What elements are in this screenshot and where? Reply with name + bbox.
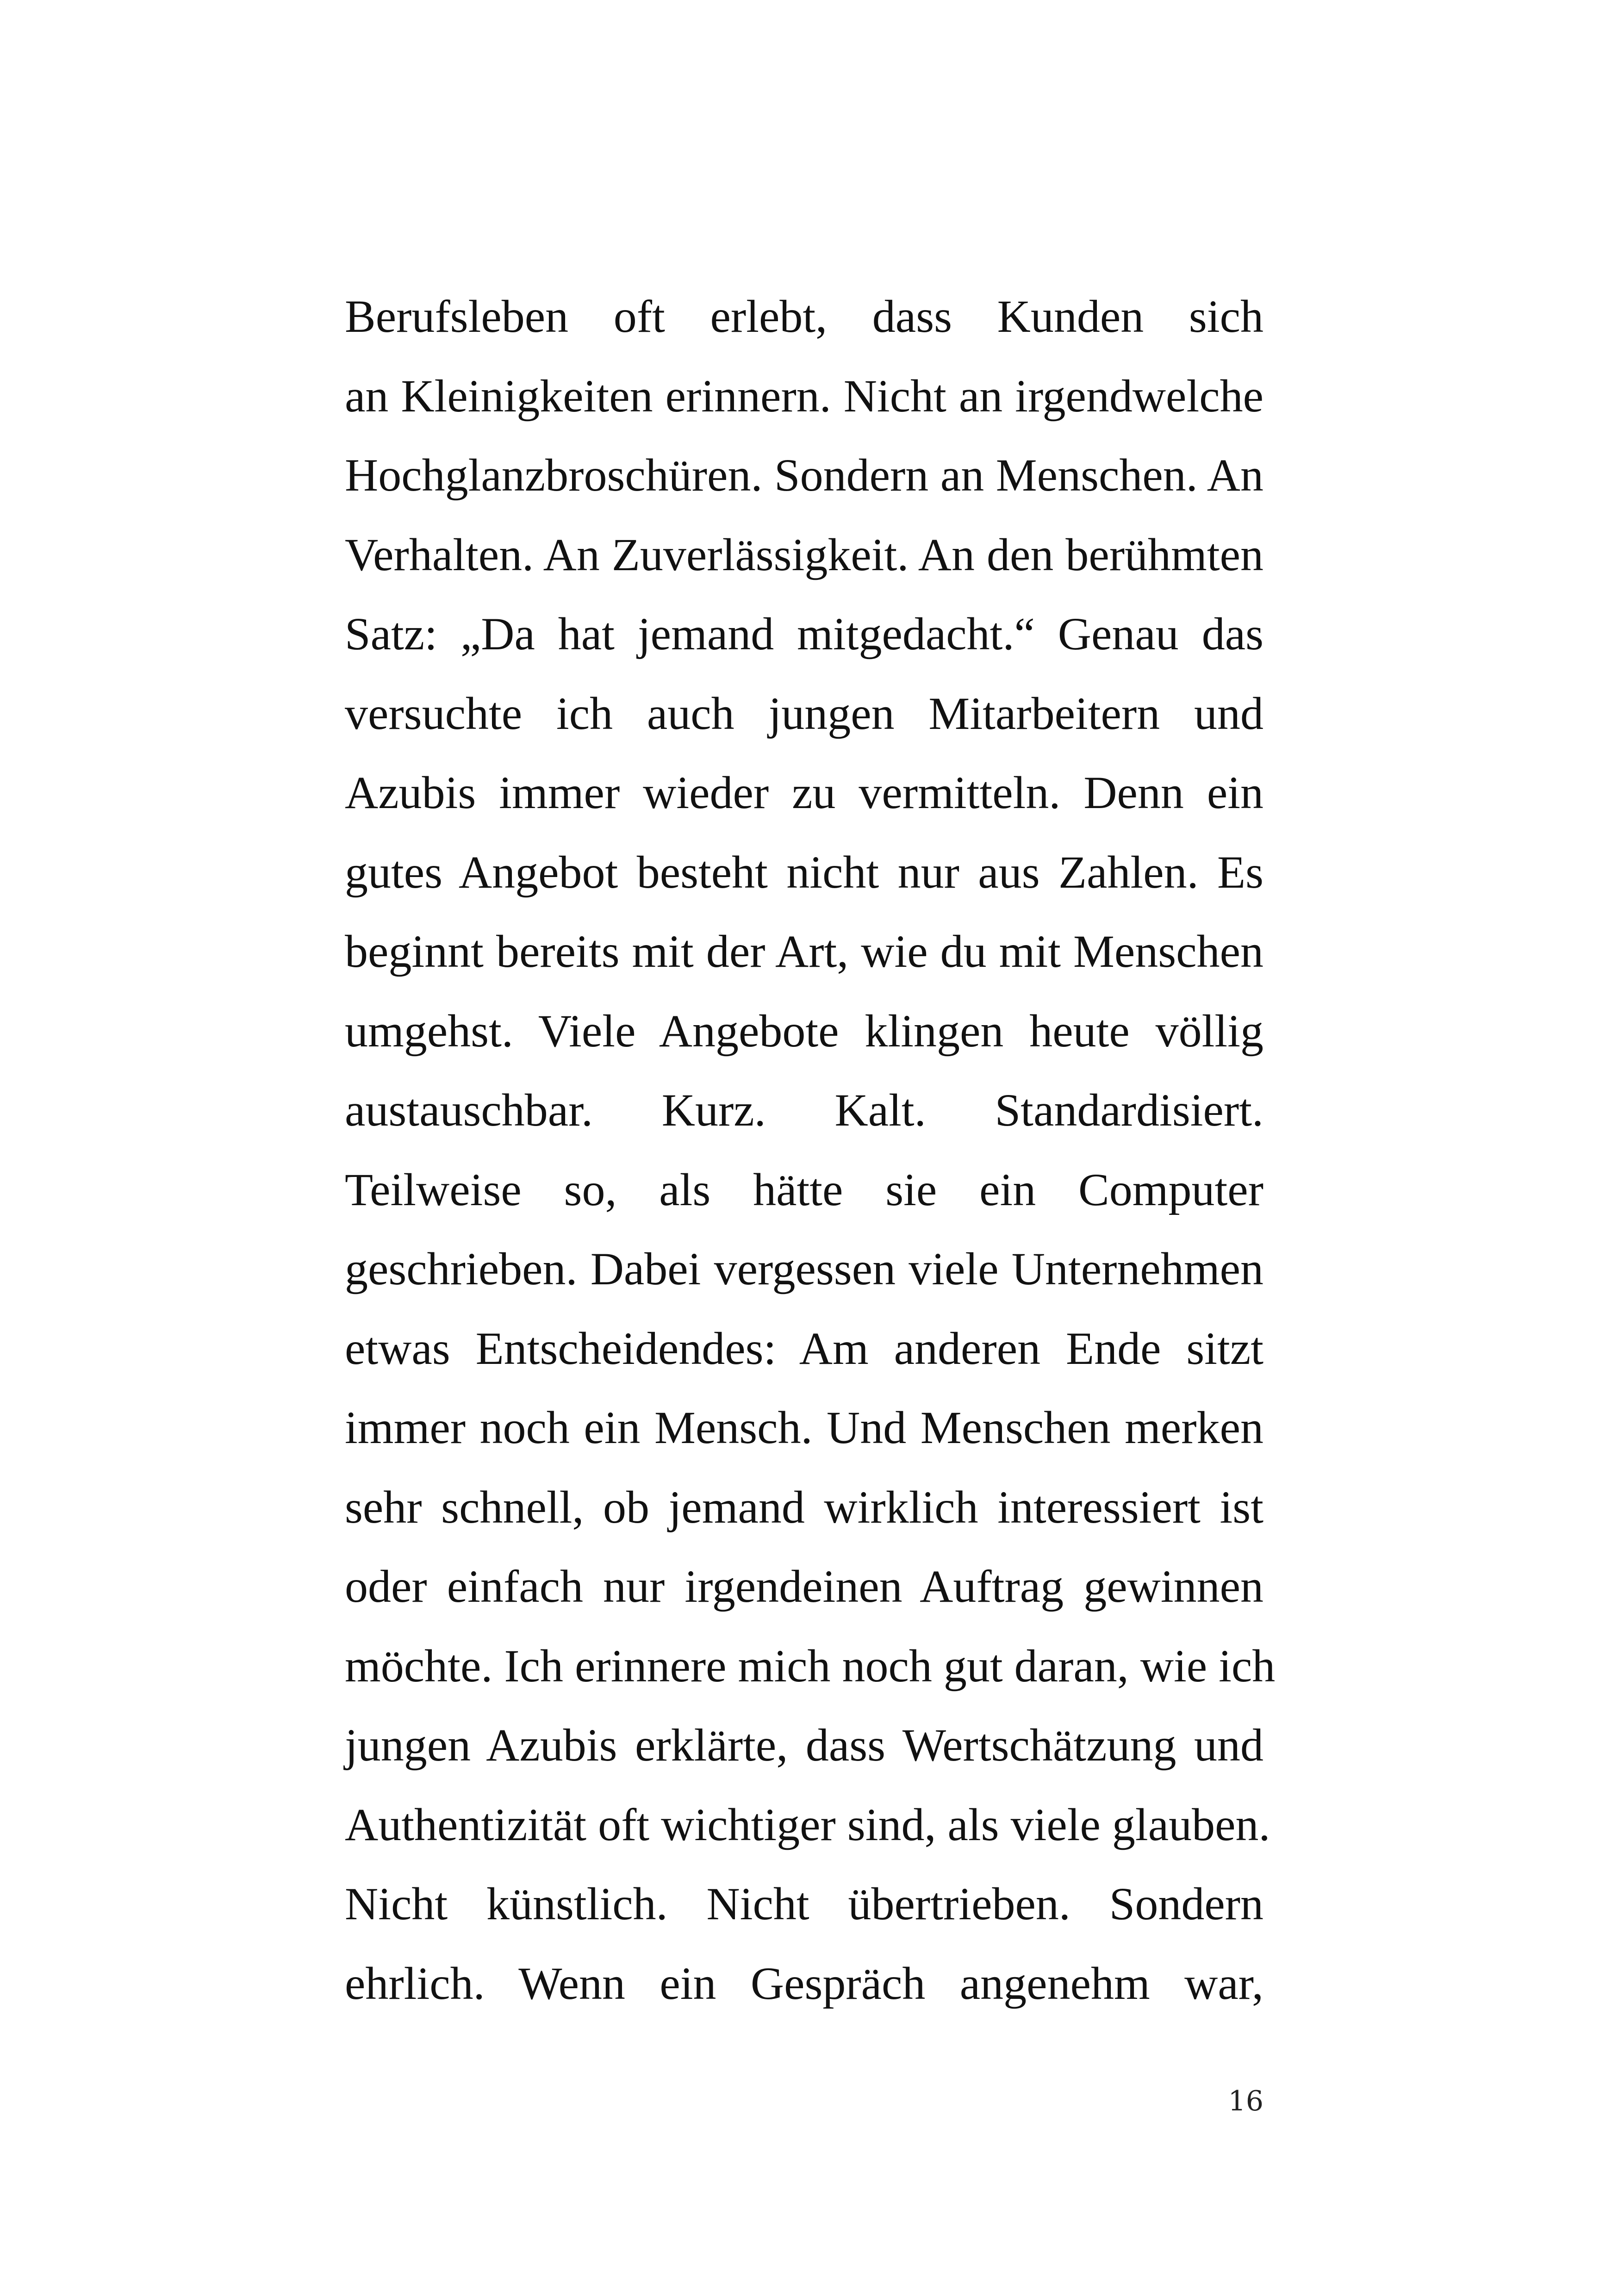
text-line: gutes Angebot besteht nicht nur aus Zahlen. Es: [345, 846, 1263, 898]
text-line: Hochglanzbroschüren. Sondern an Menschen. An: [345, 449, 1263, 501]
text-line: Berufsleben oft erlebt, dass Kunden sich: [345, 291, 1263, 342]
text-line: oder einfach nur irgendeinen Auftrag gewinnen: [345, 1561, 1263, 1612]
text-line: umgehst. Viele Angebote klingen heute völlig: [345, 1005, 1263, 1057]
text-line: etwas Entscheidendes: Am anderen Ende sitzt: [345, 1322, 1263, 1374]
text-line: möchte. Ich erinnere mich noch gut daran, wie ich: [345, 1640, 1276, 1692]
text-line: sehr schnell, ob jemand wirklich interessiert ist: [345, 1481, 1263, 1533]
text-line: versuchte ich auch jungen Mitarbeitern und: [345, 687, 1263, 739]
page-number: 16: [1228, 2085, 1263, 2117]
text-line: Satz: „Da hat jemand mitgedacht.“ Genau das: [345, 608, 1263, 660]
text-line: jungen Azubis erklärte, dass Wertschätzung und: [345, 1719, 1263, 1771]
text-line: an Kleinigkeiten erinnern. Nicht an irgendwelche: [345, 370, 1263, 422]
text-line: Azubis immer wieder zu vermitteln. Denn ein: [345, 767, 1263, 818]
body-text: [345, 277, 1276, 2023]
text-line: ehrlich. Wenn ein Gespräch angenehm war,: [345, 1957, 1263, 2009]
text-line: Teilweise so, als hätte sie ein Computer: [345, 1164, 1263, 1215]
text-line: Nicht künstlich. Nicht übertrieben. Sondern: [345, 1878, 1263, 1929]
text-line: Authentizität oft wichtiger sind, als viele glauben.: [345, 1798, 1270, 1850]
text-line: Verhalten. An Zuverlässigkeit. An den berühmten: [345, 529, 1263, 580]
text-line: austauschbar. Kurz. Kalt. Standardisiert.: [345, 1084, 1263, 1136]
text-line: geschrieben. Dabei vergessen viele Unternehmen: [345, 1243, 1263, 1294]
text-line: immer noch ein Mensch. Und Menschen merken: [345, 1402, 1263, 1453]
text-line: beginnt bereits mit der Art, wie du mit Menschen: [345, 926, 1263, 977]
